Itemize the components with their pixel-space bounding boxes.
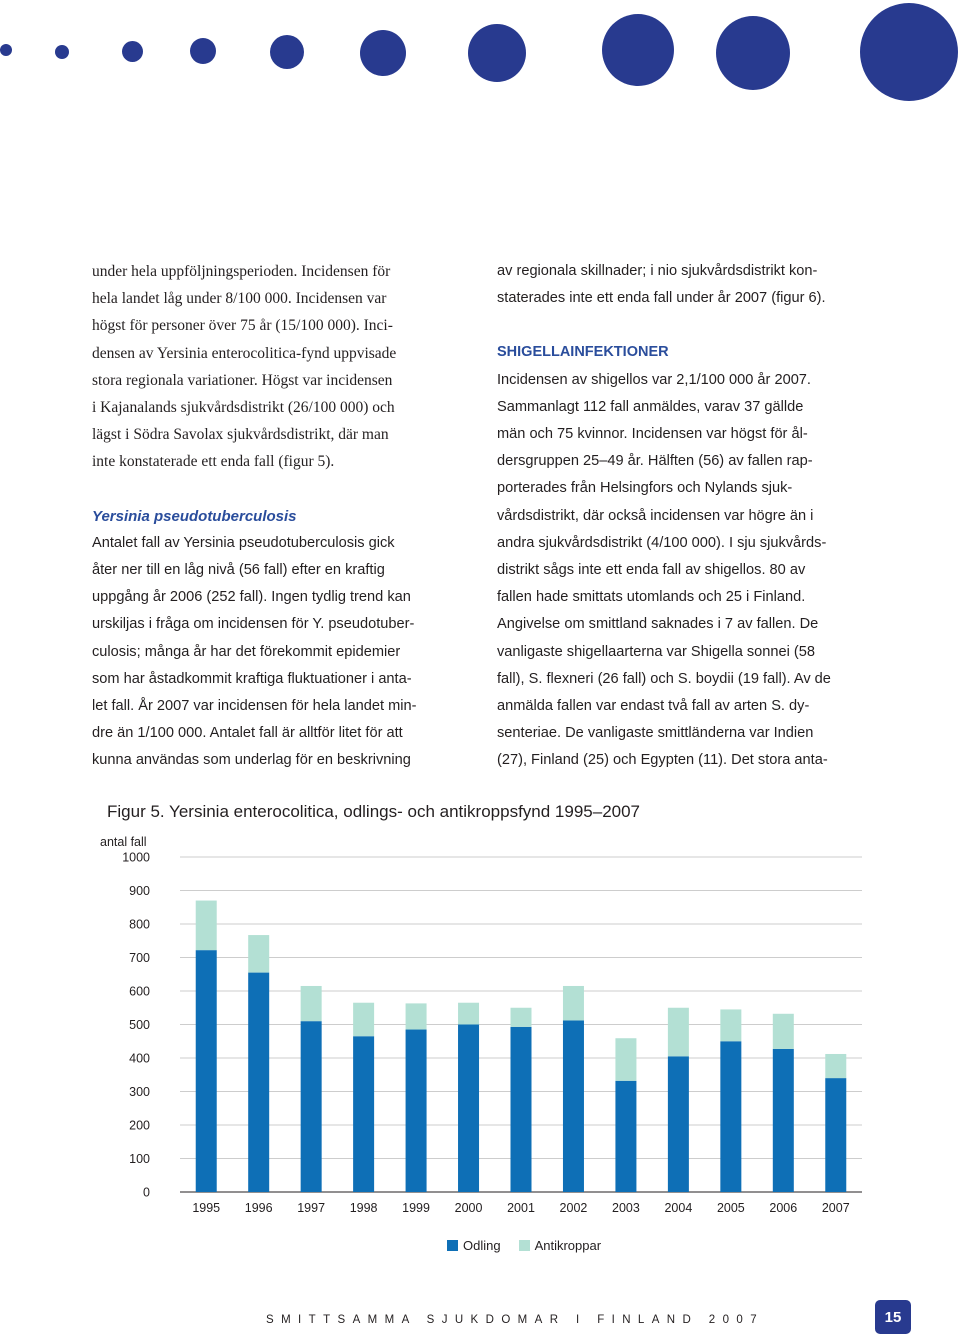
legend-item-antikroppar [519,1238,601,1253]
heading-yersinia-pseudotuberculosis: Yersinia pseudotuberculosis [92,507,297,525]
text-line: kunna användas som underlag för en beskrivning [92,752,411,769]
text-line: högst för personer över 75 år (15/100 000). Inci- [92,317,393,335]
y-tick-label: 400 [129,1051,150,1066]
footer-publication-title: SMITTSAMMA SJUKDOMAR I FINLAND 2007 [266,1314,764,1326]
text-line: let fall. År 2007 var incidensen för hela landet min- [92,698,417,715]
x-tick-label: 2005 [716,1201,745,1215]
legend-item-odling [447,1238,501,1253]
legend-swatch-antikroppar [519,1240,530,1251]
text-line: vårdsdistrikt, där också incidensen var högre än i [497,507,814,524]
text-line: Antalet fall av Yersinia pseudotuberculosis gick [92,534,395,551]
decorative-dots [0,0,960,110]
text-line: stora regionala variationer. Högst var incidensen [92,371,393,389]
x-tick-label: 2001 [507,1201,535,1215]
text-line: lägst i Södra Savolax sjukvårdsdistrikt, där man [92,426,389,444]
x-tick-label: 1999 [402,1201,430,1215]
bar-odling-1999 [406,1030,427,1192]
bar-chart [80,830,880,1270]
dot-2 [55,45,69,59]
text-line: densen av Yersinia enterocolitica-fynd uppvisade [92,344,397,362]
text-line: senteriae. De vanligaste smittländerna var Indien [497,725,814,742]
dot-5 [270,35,304,69]
x-tick-label: 2000 [454,1201,483,1215]
text-line: män och 75 kvinnor. Incidensen var högst för ål- [497,426,808,443]
y-tick-label: 100 [129,1152,150,1166]
legend-swatch-odling [447,1240,458,1251]
dot-6 [360,30,406,76]
x-tick-label: 2003 [612,1201,640,1215]
text-line: Angivelse om smittland saknades i 7 av fallen. De [497,616,819,633]
text-line: Incidensen av shigellos var 2,1/100 000 år 2007. [497,371,811,388]
text-line: (27), Finland (25) och Egypten (11). Det stora anta- [497,752,828,769]
y-tick-label: 300 [129,1085,150,1099]
y-tick-label: 1000 [122,850,150,865]
bar-odling-1997 [301,1021,322,1192]
bar-antikroppar-2000 [458,1003,479,1025]
text-line: under hela uppföljningsperioden. Incidensen för [92,263,391,280]
bar-antikroppar-2007 [825,1054,846,1078]
y-tick-label: 700 [129,951,150,965]
dot-10 [860,3,958,101]
figure-title: Figur 5. Yersinia enterocolitica, odlings- och antikroppsfynd 1995–2007 [107,802,641,821]
bar-antikroppar-1997 [301,986,322,1021]
bar-antikroppar-2001 [511,1008,532,1027]
x-tick-label: 1996 [244,1201,273,1215]
text-line: inte konstaterade ett enda fall (figur 5). [92,453,335,471]
text-line: fallen hade smittats utomlands och 25 i Finland. [497,589,806,606]
x-tick-label: 2007 [821,1201,850,1215]
text-line: staterades inte ett enda fall under år 2007 (figur 6). [497,290,826,307]
bar-odling-2003 [615,1081,636,1192]
text-line: andra sjukvårdsdistrikt (4/100 000). I sju sjukvårds- [497,534,827,551]
bar-antikroppar-1999 [406,1003,427,1029]
bar-antikroppar-1996 [248,935,269,973]
bar-antikroppar-2005 [720,1009,741,1041]
text-line: urskiljas i fråga om incidensen för Y. pseudotuber- [92,616,415,633]
x-tick-label: 1998 [349,1201,378,1215]
text-line: culosis; många år har det förekommit epidemier [92,643,401,660]
right-para-1 [497,258,877,312]
x-tick-label: 1995 [192,1201,221,1215]
bar-odling-2007 [825,1078,846,1192]
dot-3 [122,41,143,62]
text-line: åter ner till en låg nivå (56 fall) efter en kraftig [92,562,385,579]
y-tick-label: 900 [129,884,150,898]
bar-antikroppar-2002 [563,986,584,1021]
y-tick-label: 500 [129,1018,150,1032]
text-line: dersgruppen 25–49 år. Hälften (56) av fallen rap- [497,453,813,470]
bar-odling-1998 [353,1036,374,1192]
dot-4 [190,38,216,64]
bar-odling-2000 [458,1025,479,1193]
text-line: dre än 1/100 000. Antalet fall är alltför litet för att [92,725,403,742]
left-text-column [92,258,462,775]
bar-antikroppar-2006 [773,1014,794,1049]
text-line: fall), S. flexneri (26 fall) och S. boydii (19 fall). Av de [497,670,831,687]
x-tick-label: 2002 [559,1201,588,1215]
bar-odling-2006 [773,1049,794,1192]
page-number: 15 [875,1300,911,1334]
legend-label-odling: Odling [463,1238,501,1253]
left-para-1 [92,258,462,476]
dot-1 [0,44,12,56]
right-text-column [497,258,877,775]
chart-legend [447,1238,601,1253]
text-line: som har åstadkommit kraftiga fluktuationer i anta- [92,670,412,687]
text-line: i Kajanalands sjukvårdsdistrikt (26/100 000) och [92,399,395,417]
text-line: porterades från Helsingfors och Nylands sjuk- [497,480,793,497]
left-para-2 [92,530,462,775]
dot-8 [602,14,674,86]
dot-9 [716,16,790,90]
legend-label-antikroppar: Antikroppar [534,1238,602,1253]
text-line: uppgång år 2006 (252 fall). Ingen tydlig trend kan [92,589,411,606]
bar-antikroppar-2003 [615,1038,636,1081]
text-line: Sammanlagt 112 fall anmäldes, varav 37 gällde [497,398,804,415]
bar-odling-1996 [248,973,269,1192]
right-para-2 [497,367,877,775]
heading-shigellainfektioner: SHIGELLAINFEKTIONER [497,344,669,361]
dot-7 [468,24,526,82]
text-line: hela landet låg under 8/100 000. Incidensen var [92,290,387,308]
bar-odling-2004 [668,1056,689,1192]
y-axis-label: antal fall [100,835,147,849]
text-line: anmälda fallen var endast två fall av arten S. dy- [497,698,810,715]
x-tick-label: 1997 [297,1201,326,1215]
bar-odling-2005 [720,1041,741,1192]
y-tick-label: 800 [129,917,150,932]
text-line: vanligaste shigellaarterna var Shigella sonnei (58 [497,643,816,660]
x-tick-label: 2006 [769,1201,798,1215]
bar-antikroppar-1995 [196,901,217,951]
bar-antikroppar-2004 [668,1008,689,1057]
y-tick-label: 600 [129,984,150,999]
text-line: distrikt sågs inte ett enda fall av shigellos. 80 av [497,562,806,579]
text-line: av regionala skillnader; i nio sjukvårdsdistrikt kon- [497,263,818,279]
bar-odling-2001 [511,1027,532,1192]
bar-odling-1995 [196,950,217,1192]
x-tick-label: 2004 [664,1201,693,1215]
y-tick-label: 0 [143,1185,150,1200]
bar-odling-2002 [563,1020,584,1192]
bar-antikroppar-1998 [353,1003,374,1037]
y-tick-label: 200 [129,1118,150,1133]
